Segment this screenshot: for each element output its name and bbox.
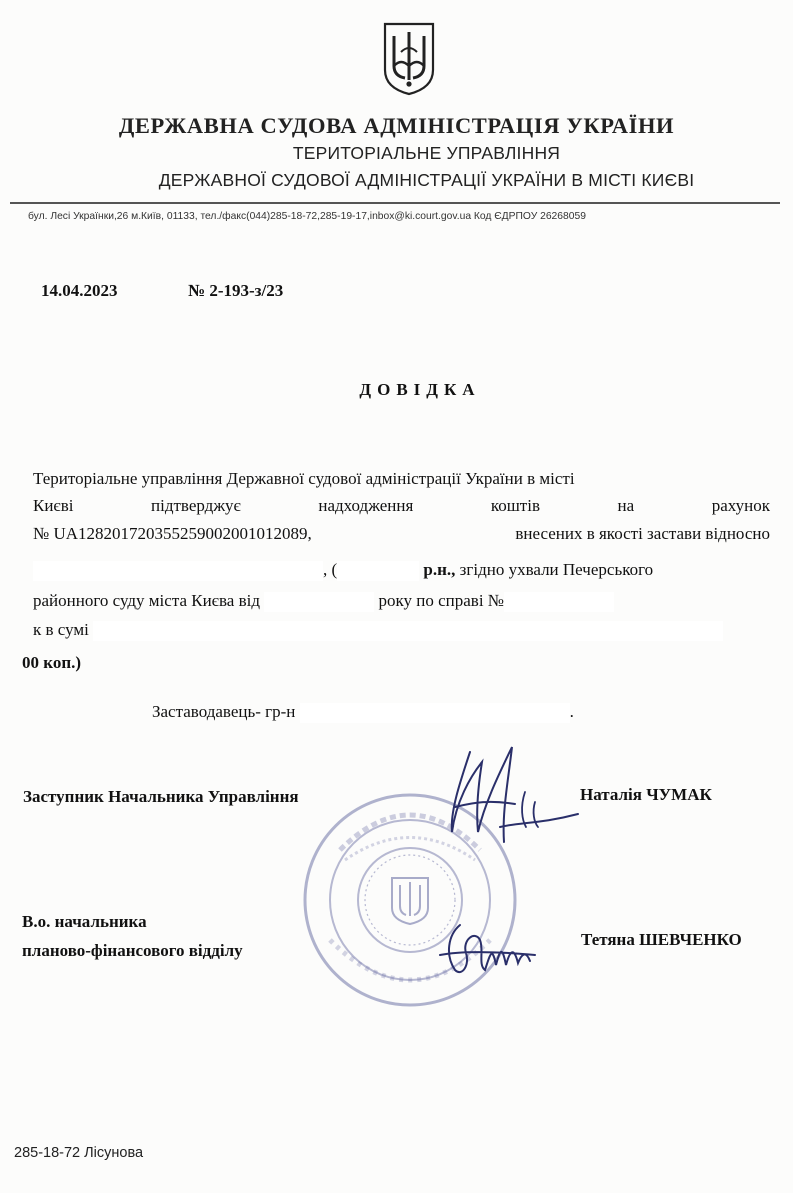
body-fragment: районного суду міста Києва від: [33, 591, 260, 610]
body-word: на: [617, 496, 635, 515]
body-fragment: к в сумі: [33, 620, 89, 639]
signatory-2-position: [22, 907, 243, 965]
document-date: 14.04.2023: [41, 281, 118, 300]
redacted-area: [264, 592, 374, 612]
pledgor-label: Заставодавець- гр-н: [152, 702, 296, 721]
signatory-1-position: Заступник Начальника Управління: [23, 787, 299, 806]
signatory-1-name: Наталія ЧУМАК: [580, 785, 712, 804]
body-fragment: року по справі №: [378, 591, 505, 610]
pledgor-end: .: [569, 702, 574, 721]
body-fragment: згідно ухвали Печерського: [455, 560, 654, 579]
body-word: підтверджує: [151, 496, 241, 515]
signature-2: [430, 915, 540, 985]
body-word: Києві: [33, 496, 74, 515]
organization-subtitle-line1: ТЕРИТОРІАЛЬНЕ УПРАВЛІННЯ: [292, 143, 561, 163]
signatory-2-name: Тетяна ШЕВЧЕНКО: [581, 930, 742, 949]
body-line-5: [33, 588, 770, 614]
pledgor-line: [152, 702, 574, 723]
document-title: ДОВІДКА: [359, 380, 481, 399]
birth-year-label: р.н.,: [423, 560, 456, 579]
organization-subtitle-line2: ДЕРЖАВНОЇ СУДОВОЇ АДМІНІСТРАЦІЇ УКРАЇНИ В МІСТІ КИЄВІ: [158, 170, 695, 190]
body-word: рахунок: [711, 496, 770, 515]
account-number: № UA128201720355259002001012089,: [33, 524, 312, 543]
document-number: № 2-193-з/23: [188, 281, 284, 300]
body-word: надходження: [318, 496, 414, 515]
redacted-area: [93, 621, 723, 641]
header-divider: [10, 202, 780, 204]
redacted-area: [33, 561, 323, 581]
redacted-area: [300, 703, 570, 723]
body-word: коштів: [490, 496, 540, 515]
body-line-6: [33, 617, 770, 643]
body-line-1: Територіальне управління Державної судової адміністрації України в місті: [33, 469, 575, 488]
signature-1: [430, 732, 580, 852]
redacted-area: [337, 561, 419, 581]
body-phrase: внесених в якості застави відносно: [515, 524, 770, 543]
body-line-4: [33, 557, 770, 583]
body-line-7: 00 коп.): [22, 653, 82, 672]
contact-details: бул. Лесі Українки,26 м.Київ, 01133, тел./факс(044)285-18-72,285-19-17,inbox@ki.court.gov.ua Код ЄДРПОУ 26268059: [28, 211, 586, 222]
executor-contact-note: 285-18-72 Лісунова: [14, 1145, 144, 1161]
organization-title: ДЕРЖАВНА СУДОВА АДМІНІСТРАЦІЯ УКРАЇНИ: [118, 113, 675, 138]
body-fragment: , (: [323, 560, 338, 579]
coat-of-arms-icon: [383, 22, 435, 96]
redacted-area: [504, 592, 614, 612]
body-line-2: [33, 493, 770, 519]
signatory-2-position-line2: планово-фінансового відділу: [22, 941, 243, 960]
signatory-2-position-line1: В.о. начальника: [22, 912, 147, 931]
body-line-3: [33, 521, 770, 547]
